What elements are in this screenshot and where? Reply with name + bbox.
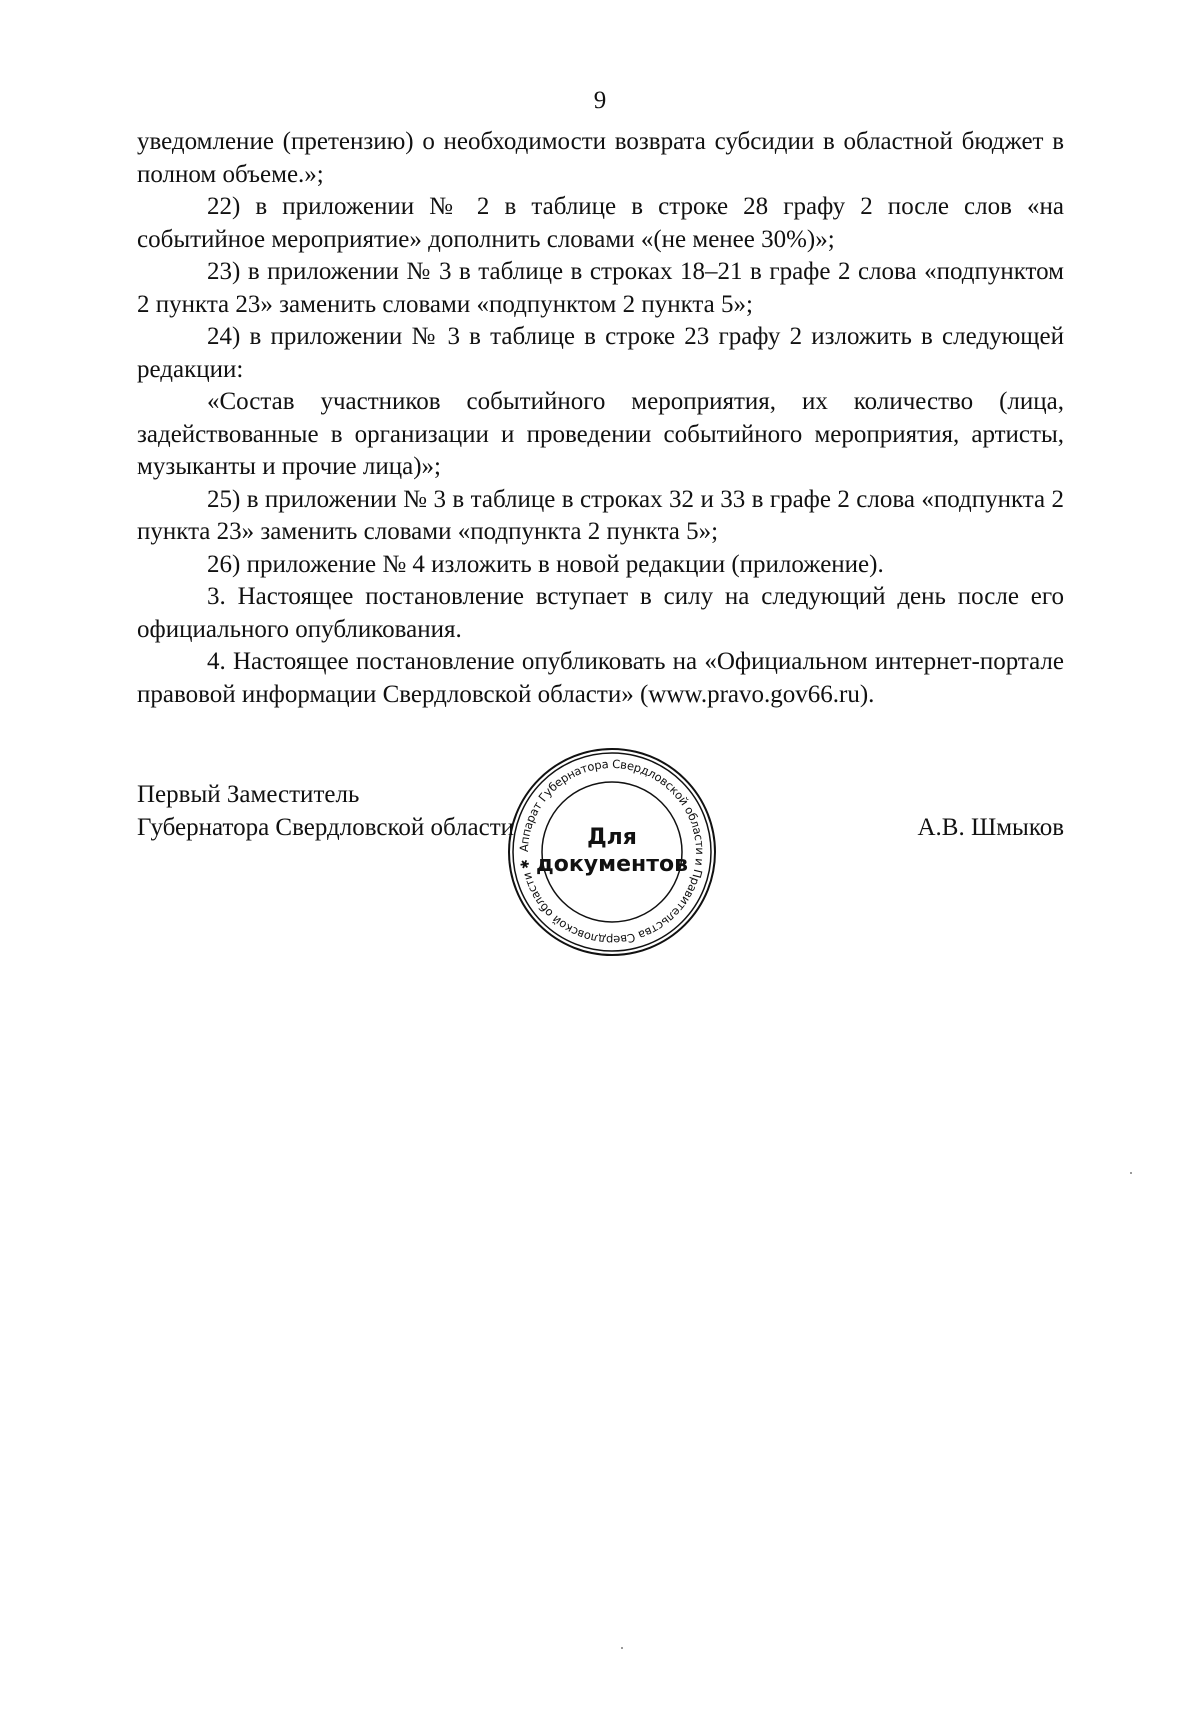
paragraph-quoted-wording: «Состав участников событийного мероприятия, их количество (лица, задействованные в организации и проведении событийного мероприятия, артисты, музыканты и прочие лица)»; xyxy=(137,388,1064,480)
stamp-ring-text: Аппарат Губернатора Свердловской области и Правительства Свердловской области ✱ xyxy=(516,756,708,948)
paragraph-1: уведомление (претензию) о необходимости возврата субсидии в областной бюджет в полном объеме.»; xyxy=(137,128,1064,188)
paragraph-item-24: 24) в приложении № 3 в таблице в строке 23 графу 2 изложить в следующей редакции: xyxy=(137,323,1064,383)
stamp-center-line-2: документов xyxy=(535,852,689,877)
paragraph-item-25: 25) в приложении № 3 в таблице в строках 32 и 33 в графе 2 слова «подпункта 2 пункта 23» заменить словами «подпункта 2 пункта 5»; xyxy=(137,485,1064,545)
paragraph-item-26: 26) приложение № 4 изложить в новой редакции (приложение). xyxy=(207,550,884,578)
signatory-title xyxy=(137,778,514,844)
signatory-name: А.В. Шмыков xyxy=(917,814,1064,841)
signatory-title-line-2: Губернатора Свердловской области xyxy=(137,814,515,841)
document-body xyxy=(137,126,1064,711)
paragraph-clause-3: 3. Настоящее постановление вступает в силу на следующий день после его официального опубликования. xyxy=(137,583,1064,643)
signatory-title-line-1: Первый Заместитель xyxy=(137,781,360,808)
official-stamp xyxy=(506,746,718,958)
scan-speck xyxy=(1130,1172,1132,1174)
stamp-center-text xyxy=(506,824,718,878)
paragraph-item-23: 23) в приложении № 3 в таблице в строках 18–21 в графе 2 слова «подпунктом 2 пункта 23» заменить словами «подпунктом 2 пункта 5»; xyxy=(137,258,1064,318)
stamp-center-line-1: Для xyxy=(587,825,637,850)
paragraph-clause-4: 4. Настоящее постановление опубликовать на «Официальном интернет-портале правовой информации Свердловской области» (www.pravo.gov66.ru). xyxy=(137,648,1064,708)
paragraph-item-22: 22) в приложении № 2 в таблице в строке 28 графу 2 после слов «на событийное мероприятие» дополнить словами «(не менее 30%)»; xyxy=(137,193,1064,253)
scan-speck xyxy=(621,1647,623,1649)
page-number: 9 xyxy=(593,87,607,114)
